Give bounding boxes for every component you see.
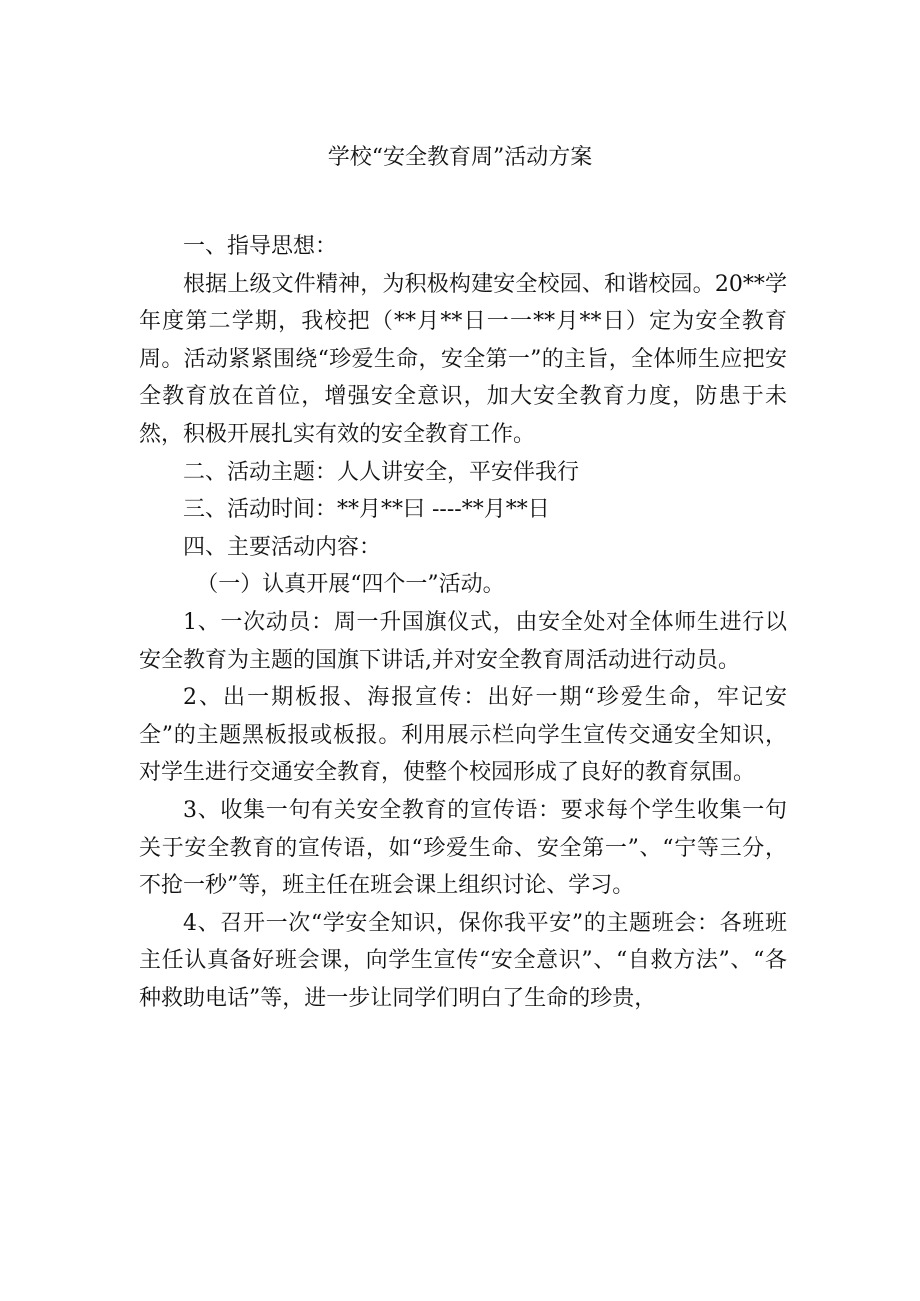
- document-title: 学校“安全教育周”活动方案: [327, 145, 593, 170]
- section-heading-guiding-ideology: 一、指导思想：: [183, 234, 338, 259]
- paragraph-item-2-blackboard: 2、出一期板报、海报宣传：出好一期“珍爱生命，牢记安全”的主题黑板报或板报。利用展示栏向学生宣传交通安全知识，对学生进行交通安全教育，使整个校园形成了良好的教育氛围。: [139, 685, 787, 786]
- document-body: [139, 228, 787, 1017]
- paragraph-item-3-slogan: 3、收集一句有关安全教育的宣传语：要求每个学生收集一句关于安全教育的宣传语，如“珍爱生命、安全第一”、“宁等三分，不抢一秒”等，班主任在班会课上组织讨论、学习。: [139, 797, 787, 899]
- section-heading-activity-theme: 二、活动主题：人人讲安全，平安伴我行: [183, 459, 580, 485]
- paragraph-guiding-ideology: 根据上级文件精神，为积极构建安全校园、和谐校园。20**学年度第二学期，我校把（**月**日一一**月**日）定为安全教育周。活动紧紧围绕“珍爱生命，安全第一”的主旨，全体师生应把安全教育放在首位，增强安全意识，加大安全教育力度，防患于未然，积极开展扎实有效的安全教育工作。: [139, 271, 787, 447]
- paragraph-item-4-class-meeting: 4、召开一次“学安全知识，保你我平安”的主题班会：各班班主任认真备好班会课，向学生宣传“安全意识”、“自救方法”、“各种救助电话”等，进一步让同学们明白了生命的珍贵，: [139, 910, 787, 1011]
- subsection-heading-four-ones: （一）认真开展“四个一”活动。: [196, 572, 505, 598]
- section-heading-activity-time: 三、活动时间：**月**曰 ----**月**日: [183, 497, 550, 523]
- section-heading-main-content: 四、主要活动内容：: [183, 534, 382, 560]
- paragraph-item-1-mobilization: 1、一次动员：周一升国旗仪式，由安全处对全体师生进行以安全教育为主题的国旗下讲话,并对安全教育周活动进行动员。: [139, 609, 787, 673]
